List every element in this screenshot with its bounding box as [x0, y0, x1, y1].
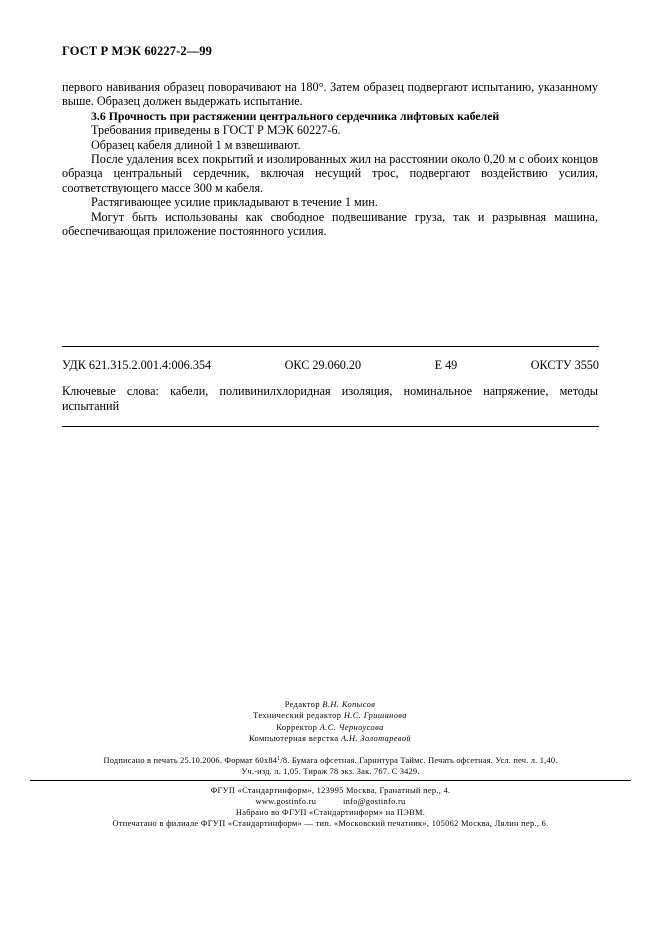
udk-code: УДК 621.315.2.001.4:006.354 [62, 358, 212, 372]
paragraph-requirements: Требования приведены в ГОСТ Р МЭК 60227-6. [91, 123, 341, 138]
e-code: Е 49 [434, 358, 458, 372]
paragraph-sample: Образец кабеля длиной 1 м взвешивают. [91, 137, 301, 152]
publisher-address: ФГУП «Стандартинформ», 123995 Москва, Гранатный пер., 4. [210, 786, 451, 795]
paragraph-duration: Растягивающее усилие прикладывают в течение 1 мин. [91, 195, 378, 210]
print-info-line1: Подписано в печать 25.10.2006. Формат $60x84^1/8$. Бумага офсетная. Гарнитура Таймс. Печать офсетная. Усл. печ. л. 1,40. [103, 756, 558, 765]
paragraph-procedure: После удаления всех покрытий и изолированных жил на расстоянии около 0,20 м с обоих концов образца центральный сердечник, включая несущий трос, подвергают воздействию усилия, соответствующего массе 300 м кабеля. [62, 152, 598, 195]
document-header: ГОСТ Р МЭК 60227-2—99 [62, 44, 212, 58]
printed-note: Отпечатано в филиале ФГУП «Стандартинформ» — тип. «Московский печатник», 105062 Москва, Лялин пер., 6. [112, 818, 549, 828]
publisher-contacts [30, 797, 631, 808]
editor-line: Редактор В.Н. Копысов [284, 700, 376, 709]
corrector-line: Корректор А.С. Черноусова [276, 722, 384, 732]
section-body [62, 80, 598, 238]
paragraph-continuation: первого навивания образец поворачивают на 180°. Затем образец подвергают испытанию, указанному выше. Образец должен выдержать испытание. [62, 80, 598, 109]
print-info [30, 754, 631, 778]
typeset-note: Набрано во ФГУП «Стандартинформ» на ПЭВМ. [235, 807, 426, 817]
publisher-site: www.gostinfo.ru [255, 796, 317, 806]
publisher-rule [30, 780, 631, 781]
section-heading: 3.6 Прочность при растяжении центрального сердечника лифтовых кабелей [91, 108, 500, 123]
okstu-code: ОКСТУ 3550 [530, 358, 599, 372]
classification-top-rule [62, 346, 599, 347]
print-info-line2: Уч.-изд. л. 1,05. Тираж 78 экз. Зак. 767. С 3429. [241, 766, 420, 776]
layout-line: Компьютерная верстка А.Н. Золотаревой [248, 733, 412, 743]
publisher-email: info@gostinfo.ru [343, 796, 406, 806]
paragraph-methods: Могут быть использованы как свободное подвешивание груза, так и разрывная машина, обеспечивающая приложение постоянного усилия. [62, 209, 598, 239]
keywords: Ключевые слова: кабели, поливинилхлоридная изоляция, номинальное напряжение, методы испытаний [62, 384, 598, 413]
credits-block [150, 699, 510, 744]
classification-row [62, 358, 599, 373]
tech-editor-line: Технический редактор Н.С. Гришанова [253, 711, 407, 721]
keywords-bottom-rule [62, 426, 599, 427]
oks-code: ОКС 29.060.20 [284, 358, 362, 372]
publisher-block [30, 786, 631, 830]
